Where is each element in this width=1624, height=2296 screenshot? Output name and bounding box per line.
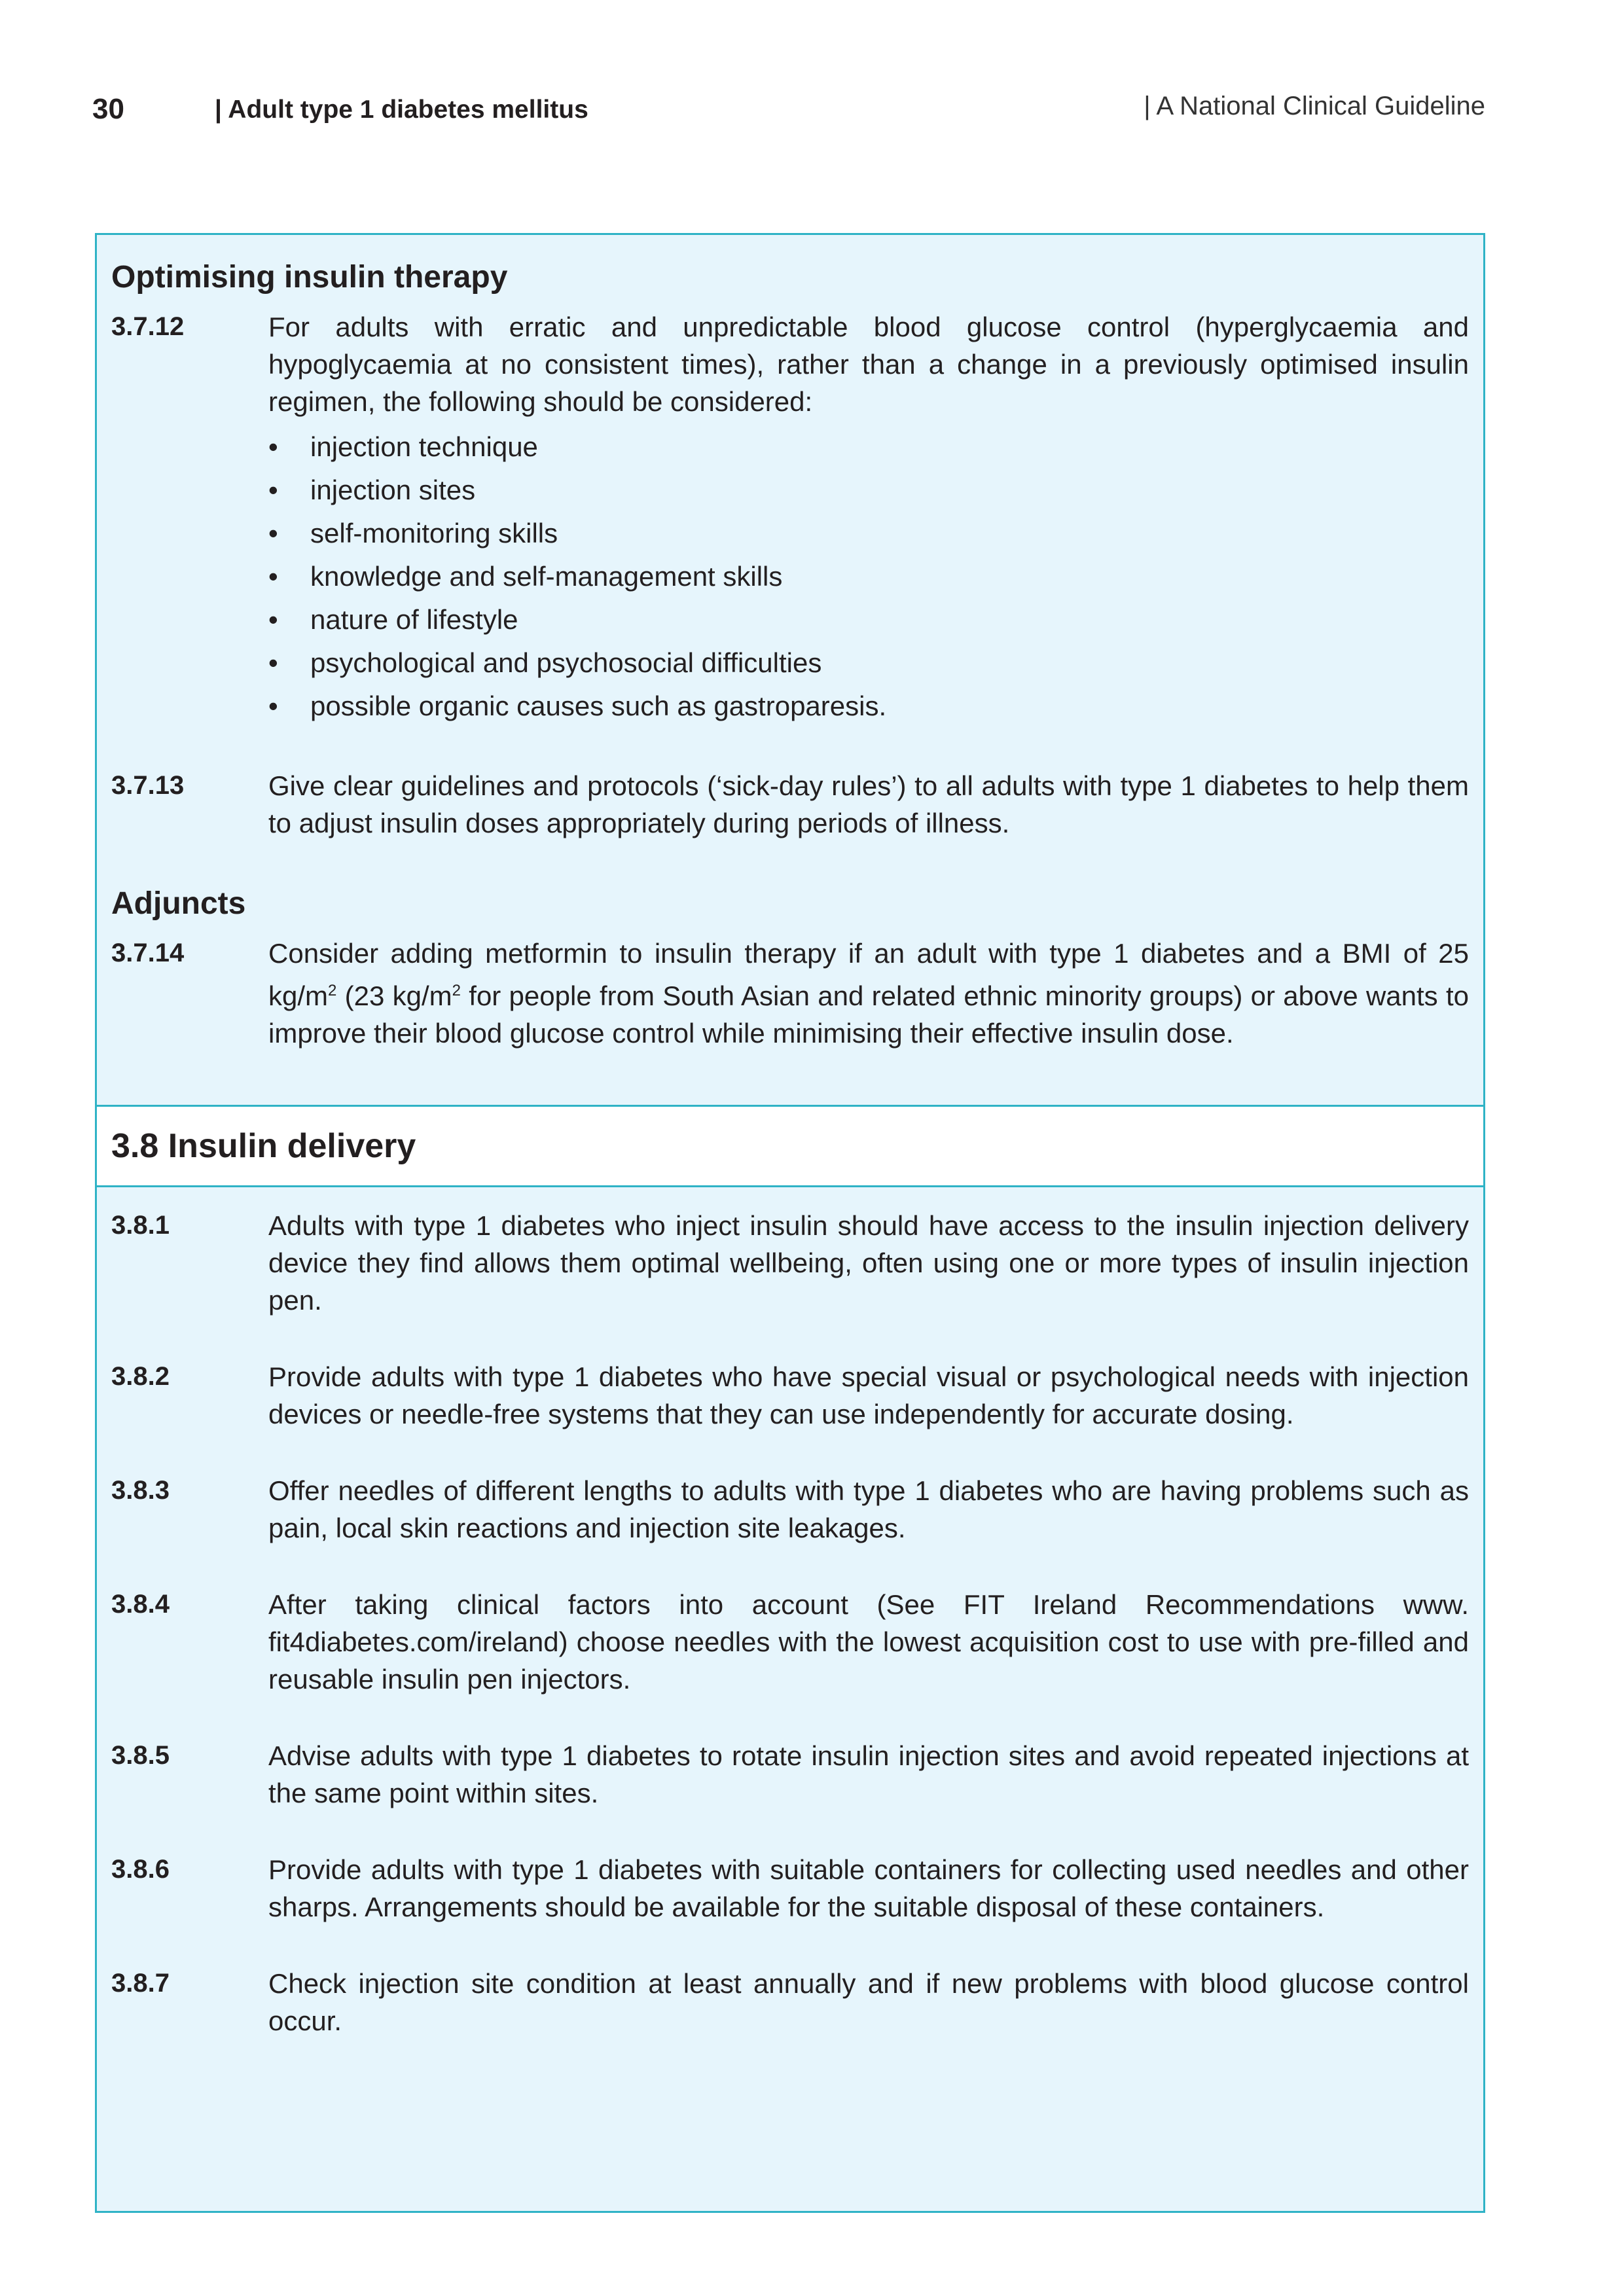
bullet-icon: • bbox=[268, 691, 278, 721]
bullet-list bbox=[268, 425, 1469, 728]
list-item-text: possible organic causes such as gastroparesis. bbox=[310, 691, 887, 721]
list-item-text: injection sites bbox=[310, 475, 476, 505]
list-item bbox=[268, 469, 1469, 512]
recommendation-text: Check injection site condition at least annually and if new problems with blood glucose control occur. bbox=[268, 1968, 1469, 2036]
list-item bbox=[268, 512, 1469, 555]
bullet-icon: • bbox=[268, 604, 278, 635]
recommendation-text: Provide adults with type 1 diabetes who have special visual or psychological needs with injection devices or needle-free systems that they can use independently for accurate dosing. bbox=[268, 1361, 1469, 1429]
recommendation-number: 3.7.13 bbox=[111, 771, 185, 800]
recommendation-text: Give clear guidelines and protocols (‘sick-day rules’) to all adults with type 1 diabetes to help them to adjust insulin doses appropriately during periods of illness. bbox=[268, 770, 1469, 838]
recommendation-number: 3.8.1 bbox=[111, 1211, 170, 1240]
list-item bbox=[268, 425, 1469, 469]
recommendation-number: 3.8.2 bbox=[111, 1362, 170, 1391]
superscript: 2 bbox=[328, 982, 337, 999]
text-segment: (23 kg/m bbox=[336, 980, 452, 1011]
recommendation-3-8-3 bbox=[111, 1472, 1469, 1547]
list-item-text: self-monitoring skills bbox=[310, 518, 558, 548]
subtitle-optimising-insulin-therapy: Optimising insulin therapy bbox=[111, 260, 508, 295]
recommendation-number: 3.8.3 bbox=[111, 1476, 170, 1505]
recommendation-text: Provide adults with type 1 diabetes with suitable containers for collecting used needles and other sharps. Arrangements should be available for the suitable disposal of these containers. bbox=[268, 1854, 1469, 1922]
recommendation-3-8-6 bbox=[111, 1851, 1469, 1926]
running-header-title: | Adult type 1 diabetes mellitus bbox=[215, 96, 588, 124]
recommendation-3-8-1 bbox=[111, 1207, 1469, 1319]
list-item-text: psychological and psychosocial difficulties bbox=[310, 647, 822, 678]
recommendation-number: 3.7.14 bbox=[111, 939, 185, 967]
list-item bbox=[268, 598, 1469, 641]
bullet-icon: • bbox=[268, 518, 278, 548]
recommendation-number: 3.8.7 bbox=[111, 1969, 170, 1998]
recommendation-number: 3.8.4 bbox=[111, 1590, 170, 1619]
page-number: 30 bbox=[92, 93, 124, 125]
recommendation-3-7-12 bbox=[111, 308, 1469, 728]
list-item bbox=[268, 641, 1469, 685]
subtitle-adjuncts: Adjuncts bbox=[111, 886, 246, 921]
recommendation-text bbox=[268, 935, 1469, 1052]
recommendation-3-8-4 bbox=[111, 1586, 1469, 1698]
recommendations-panel-3-7 bbox=[95, 233, 1485, 1107]
list-item-text: knowledge and self-management skills bbox=[310, 561, 783, 592]
recommendation-body: For adults with erratic and unpredictable blood glucose control (hyperglycaemia and hypoglycaemia at no consistent times), rather than a change in a previously optimised insulin regimen, the following should be considered: bbox=[268, 312, 1469, 417]
recommendation-text: Adults with type 1 diabetes who inject insulin should have access to the insulin injection delivery device they find allows them optimal wellbeing, often using one or more types of insulin injection pen. bbox=[268, 1210, 1469, 1316]
section-title: 3.8 Insulin delivery bbox=[111, 1127, 416, 1165]
recommendations-panel-3-8 bbox=[95, 1185, 1485, 2213]
recommendation-3-8-2 bbox=[111, 1358, 1469, 1433]
text-segment: Consider adding metformin to insulin therapy if an adult with type 1 diabetes and a BMI of 25 kg/m bbox=[268, 938, 1469, 1011]
recommendation-3-8-7 bbox=[111, 1965, 1469, 2039]
recommendation-3-8-5 bbox=[111, 1737, 1469, 1812]
section-heading-panel bbox=[95, 1105, 1485, 1187]
bullet-icon: • bbox=[268, 431, 278, 462]
list-item-text: injection technique bbox=[310, 431, 538, 462]
recommendation-text: After taking clinical factors into account (See FIT Ireland Recommendations www. fit4diabetes.com/ireland) choose needles with the lowest acquisition cost to use with pre-filled and reusable insulin pen injectors. bbox=[268, 1589, 1469, 1695]
superscript: 2 bbox=[452, 982, 461, 999]
recommendation-3-7-13 bbox=[111, 767, 1469, 842]
list-item bbox=[268, 685, 1469, 728]
recommendation-text bbox=[268, 308, 1469, 728]
running-header-guideline: | A National Clinical Guideline bbox=[1144, 92, 1485, 120]
recommendation-3-7-14 bbox=[111, 935, 1469, 1052]
bullet-icon: • bbox=[268, 475, 278, 505]
bullet-icon: • bbox=[268, 647, 278, 678]
list-item-text: nature of lifestyle bbox=[310, 604, 518, 635]
recommendation-number: 3.8.5 bbox=[111, 1741, 170, 1770]
recommendation-number: 3.7.12 bbox=[111, 312, 185, 341]
recommendation-text: Advise adults with type 1 diabetes to rotate insulin injection sites and avoid repeated injections at the same point within sites. bbox=[268, 1740, 1469, 1808]
bullet-icon: • bbox=[268, 561, 278, 592]
recommendation-text: Offer needles of different lengths to adults with type 1 diabetes who are having problems such as pain, local skin reactions and injection site leakages. bbox=[268, 1475, 1469, 1543]
list-item bbox=[268, 555, 1469, 598]
recommendation-number: 3.8.6 bbox=[111, 1855, 170, 1884]
text-segment: for people from South Asian and related ethnic minority groups) or above wants to improve their blood glucose control while minimising their effective insulin dose. bbox=[268, 980, 1469, 1049]
